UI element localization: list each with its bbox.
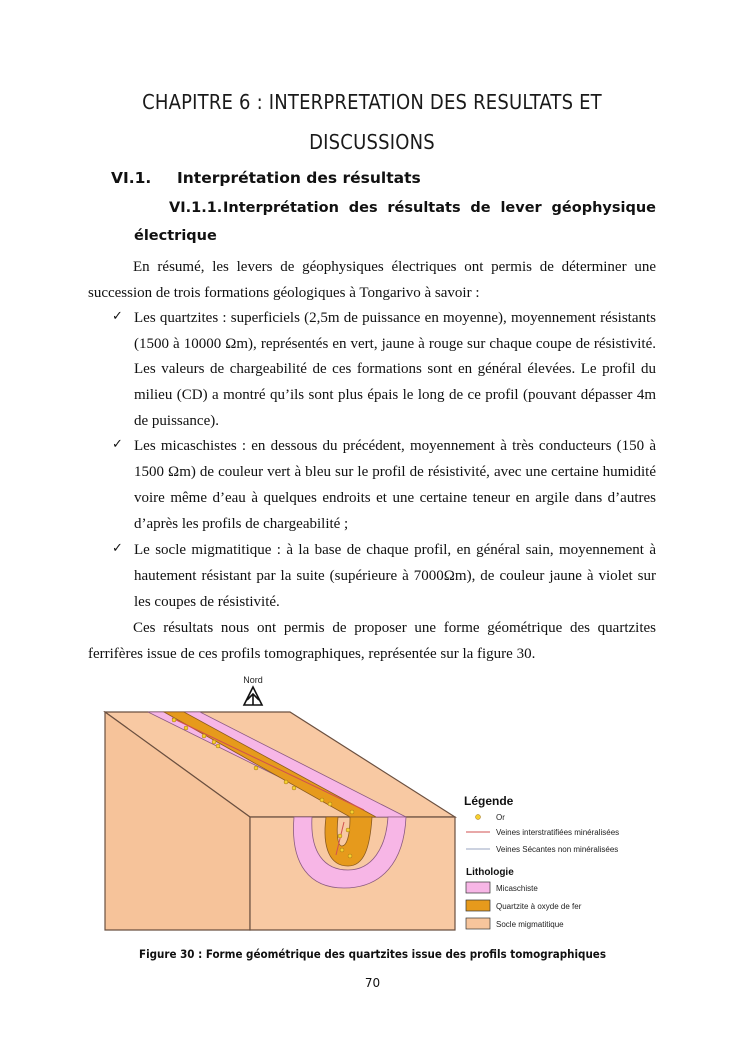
- svg-text:Quartzite à oxyde de fer: Quartzite à oxyde de fer: [496, 902, 582, 911]
- conclusion-paragraph-line-1: Ces résultats nous ont permis de proposer une forme géométrique des quartzites: [133, 620, 656, 636]
- figure-30-block-diagram: [0, 670, 745, 940]
- page-number: 70: [364, 976, 381, 990]
- check-icon: ✓: [112, 541, 123, 556]
- svg-text:Veines Sécantes non minéralisé: Veines Sécantes non minéralisées: [496, 845, 619, 854]
- bullet-2-line-3: voire même d’eau à quelques endroits et une certaine teneur en argile dans d’autres: [134, 490, 656, 506]
- intro-paragraph-line-1: En résumé, les levers de géophysiques électriques ont permis de déterminer une: [133, 259, 656, 275]
- bullet-2-line-1: Les micaschistes : en dessous du précédent, moyennement à très conducteurs (150 à: [134, 438, 656, 454]
- bullet-1-line-1: Les quartzites : superficiels (2,5m de puissance en moyenne), moyennement résistants: [134, 310, 656, 326]
- bullet-1-line-5: de puissance).: [134, 413, 219, 429]
- svg-text:Veines interstratifiées minéra: Veines interstratifiées minéralisées: [496, 828, 620, 837]
- gold-point-icon: [476, 815, 481, 820]
- bullet-1-line-2: (1500 à 10000 Ωm), représentés en vert, jaune à rouge sur chaque coupe de résistivité.: [134, 336, 656, 352]
- subsection-title-line-1: Interprétation des résultats de lever géophysique: [223, 200, 656, 216]
- subsection-number: VI.1.1.: [169, 200, 223, 216]
- intro-paragraph-line-2: succession de trois formations géologiques à Tongarivo à savoir :: [88, 285, 480, 301]
- bullet-3-line-1: Le socle migmatitique : à la base de chaque profil, en général sain, moyennement à: [134, 542, 656, 558]
- legend-item-socle: [466, 918, 564, 929]
- legend-item-secant-veins: [466, 845, 618, 854]
- svg-text:Socle migmatitique: Socle migmatitique: [496, 920, 564, 929]
- check-icon: ✓: [112, 309, 123, 324]
- section-number: VI.1.: [111, 169, 152, 187]
- svg-text:Micaschiste: Micaschiste: [496, 884, 538, 893]
- check-icon: ✓: [112, 437, 123, 452]
- bullet-1-line-3: Les valeurs de chargeabilité de ces formations sont en général élevées. Le profil du: [134, 361, 656, 377]
- bullet-2-line-4: d’après les profils de chargeabilité ;: [134, 516, 349, 532]
- subsection-title-line-2: électrique: [134, 228, 217, 244]
- bullet-2-line-2: 1500 Ωm) de couleur vert à bleu sur le profil de résistivité, avec une certaine humidité: [134, 464, 656, 480]
- north-label: Nord: [243, 675, 263, 685]
- lithology-title: Lithologie: [466, 867, 514, 878]
- legend-item-gold: [476, 813, 506, 822]
- figure-caption: Figure 30 : Forme géométrique des quartzites issue des profils tomographiques: [139, 947, 606, 961]
- bullet-3-line-2: hautement résistant par la suite (supérieure à 7000Ωm), de couleur jaune à violet sur: [134, 568, 656, 584]
- legend-item-quartzite: [466, 900, 582, 911]
- chapter-title-line-1: CHAPITRE 6 : INTERPRETATION DES RESULTATS ET: [142, 90, 602, 114]
- svg-text:Or: Or: [496, 813, 505, 822]
- legend-item-mineralized-veins: [466, 828, 619, 837]
- legend-item-micaschiste: [466, 882, 538, 893]
- conclusion-paragraph-line-2: ferrifères issue de ces profils tomographiques, représentée sur la figure 30.: [88, 646, 536, 662]
- legend-title: Légende: [464, 794, 514, 808]
- section-title: Interprétation des résultats: [177, 169, 421, 187]
- chapter-title-line-2: DISCUSSIONS: [309, 130, 435, 154]
- north-arrow-icon: [244, 687, 262, 705]
- bullet-1-line-4: milieu (CD) a montré qu’ils sont plus épais le long de ce profil (pouvant dépasser 4m: [134, 387, 656, 403]
- bullet-3-line-3: les coupes de résistivité.: [134, 594, 280, 610]
